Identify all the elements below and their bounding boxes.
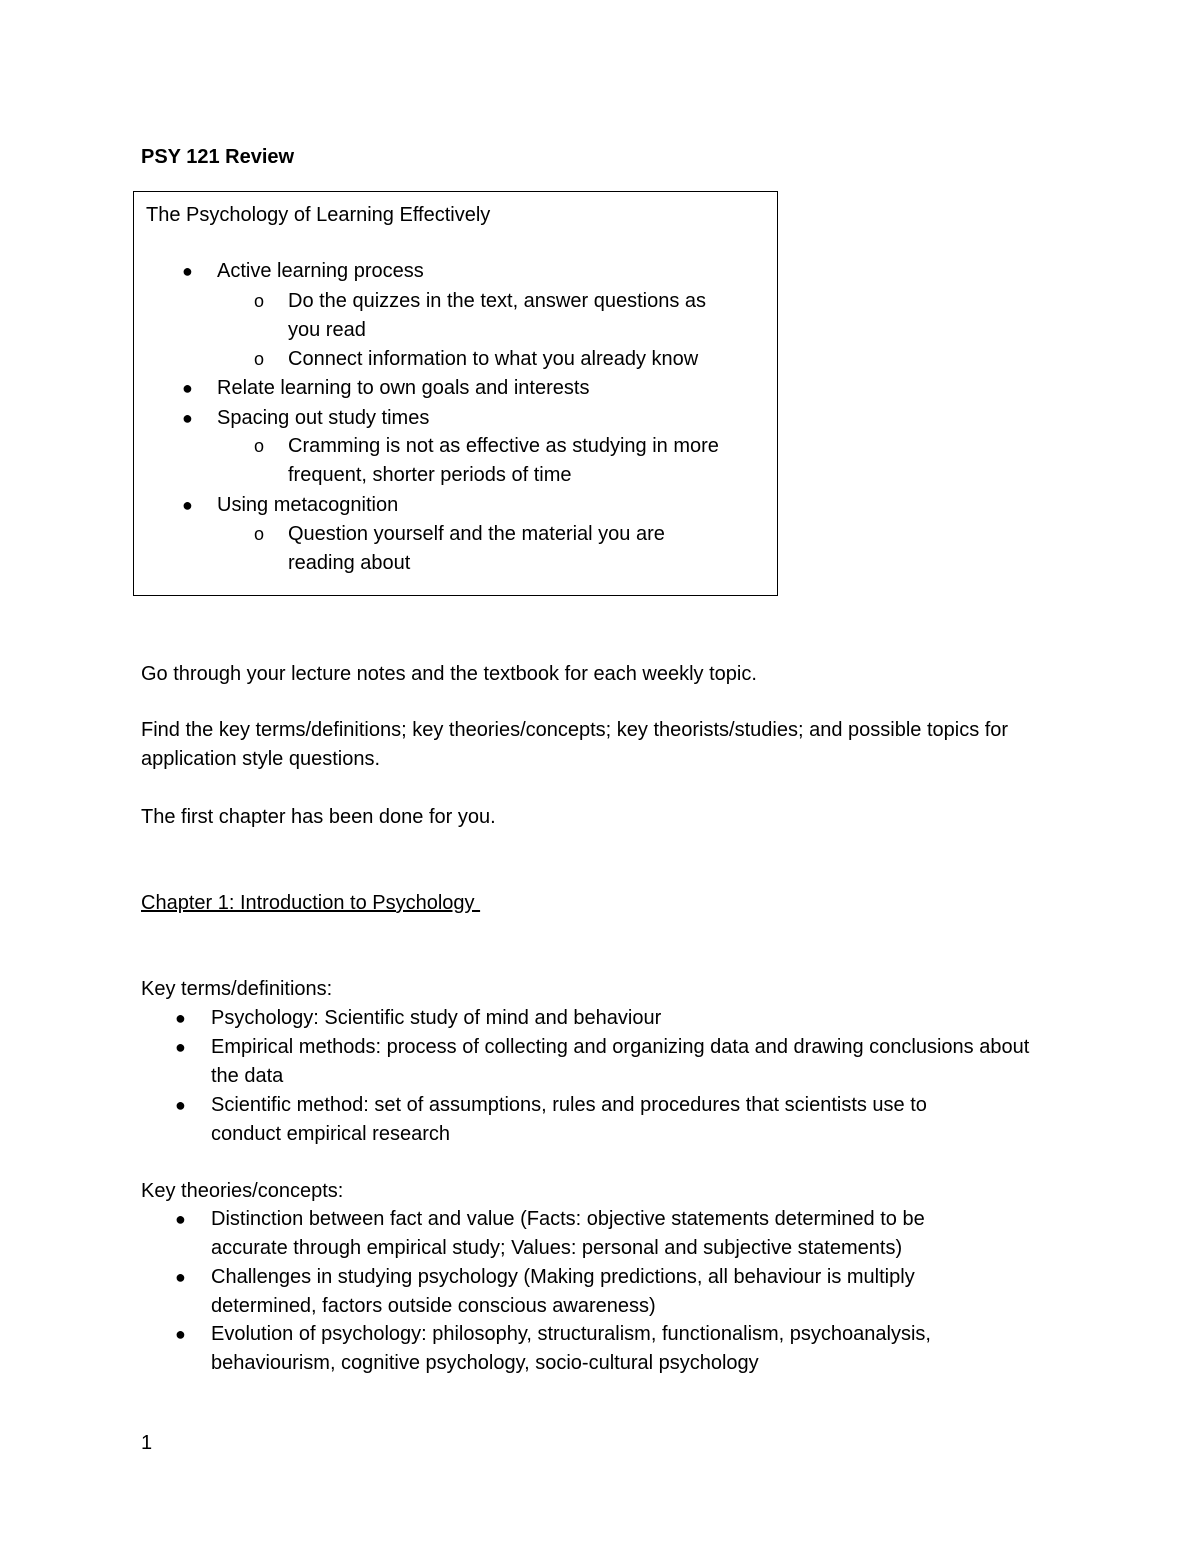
bullet-icon: ●	[182, 495, 193, 515]
box-line: frequent, shorter periods of time	[288, 464, 572, 486]
box-line: Connect information to what you already know	[288, 348, 699, 370]
sub-bullet-icon: o	[254, 291, 265, 311]
box-line: you read	[288, 319, 366, 341]
sub-bullet-icon: o	[254, 436, 265, 456]
list-item: Challenges in studying psychology (Making predictions, all behaviour is multiply determined, factors outside conscious awareness)	[211, 1266, 915, 1317]
chapter-title: Chapter 1: Introduction to Psychology	[141, 892, 481, 914]
bullet-icon: ●	[175, 1037, 186, 1057]
study-tips-heading: The Psychology of Learning Effectively	[146, 204, 491, 226]
list-item: Psychology: Scientific study of mind and behaviour	[211, 1007, 662, 1029]
document-title: PSY 121 Review	[141, 146, 295, 168]
bullet-icon: ●	[182, 378, 193, 398]
box-line: Relate learning to own goals and interests	[217, 377, 590, 399]
list-item: Empirical methods: process of collecting and organizing data and drawing conclusions about the data	[211, 1036, 1030, 1087]
bullet-icon: ●	[175, 1008, 186, 1028]
list-item: Distinction between fact and value (Facts: objective statements determined to be accurate through empirical study; Values: personal and subjective statements)	[211, 1208, 925, 1259]
box-line: Spacing out study times	[217, 407, 430, 429]
instruction-paragraph: Find the key terms/definitions; key theories/concepts; key theorists/studies; and possible topics for application style questions.	[141, 719, 1009, 770]
bullet-icon: ●	[175, 1095, 186, 1115]
bullet-icon: ●	[182, 408, 193, 428]
page-number: 1	[141, 1432, 153, 1454]
list-item: Evolution of psychology: philosophy, structuralism, functionalism, psychoanalysis, behaviourism, cognitive psychology, socio-cultural psychology	[211, 1323, 931, 1374]
instruction-paragraph: Go through your lecture notes and the textbook for each weekly topic.	[141, 663, 757, 685]
box-line: reading about	[288, 552, 411, 574]
box-line: Question yourself and the material you are	[288, 523, 665, 545]
box-line: Using metacognition	[217, 494, 399, 516]
key-theories-heading: Key theories/concepts:	[141, 1180, 344, 1202]
bullet-icon: ●	[175, 1267, 186, 1287]
sub-bullet-icon: o	[254, 524, 265, 544]
box-line: Cramming is not as effective as studying in more	[288, 435, 719, 457]
bullet-icon: ●	[182, 261, 193, 281]
bullet-icon: ●	[175, 1209, 186, 1229]
sub-bullet-icon: o	[254, 349, 265, 369]
key-terms-heading: Key terms/definitions:	[141, 978, 333, 1000]
box-line: Do the quizzes in the text, answer questions as	[288, 290, 707, 312]
box-line: Active learning process	[217, 260, 424, 282]
instruction-paragraph: The first chapter has been done for you.	[141, 806, 496, 828]
bullet-icon: ●	[175, 1324, 186, 1344]
list-item: Scientific method: set of assumptions, rules and procedures that scientists use to conduct empirical research	[211, 1094, 927, 1145]
